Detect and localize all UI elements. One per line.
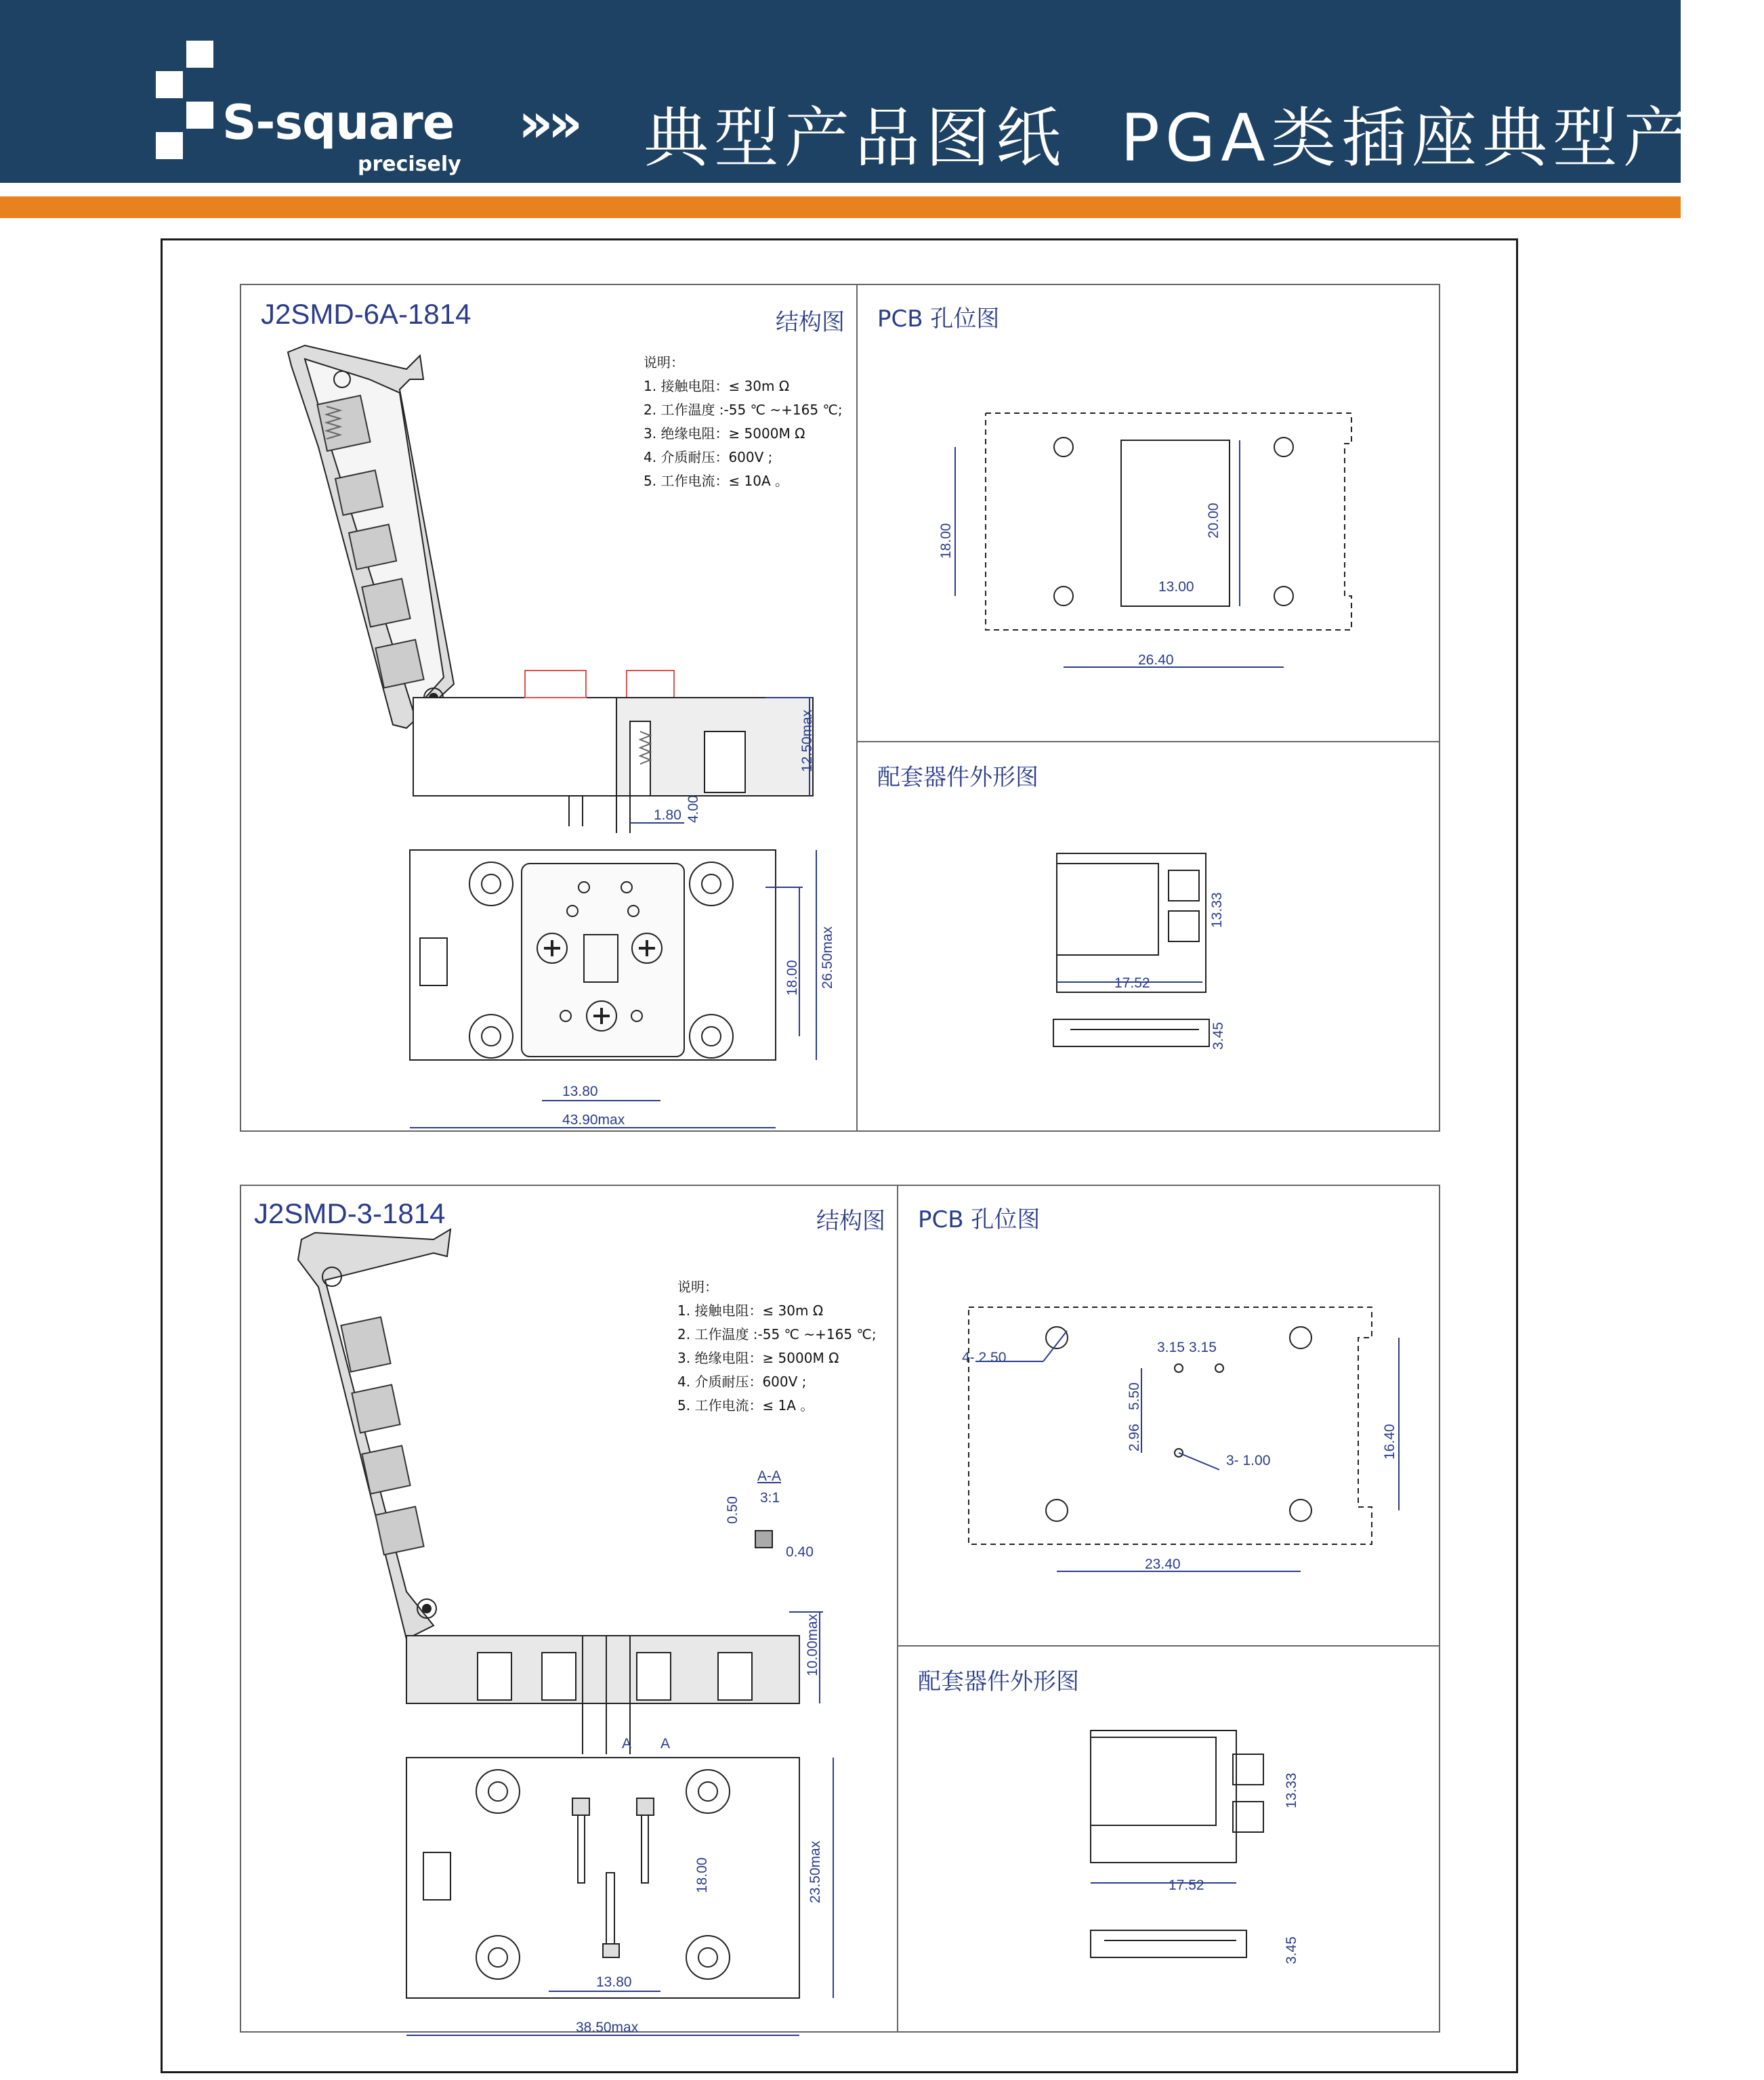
- dim-outer-height: 26.50max: [820, 926, 835, 989]
- section-mark-right: A: [660, 1736, 671, 1752]
- note-line: 3. 绝缘电阻：≥ 5000M Ω: [677, 1350, 839, 1366]
- note-line: 说明：: [644, 354, 684, 370]
- panel-1-side-view: [413, 671, 813, 833]
- panel-2-top-view: [406, 1758, 833, 2035]
- dim-height: 10.00max: [805, 1613, 820, 1676]
- section-mark-left: A: [622, 1736, 632, 1752]
- note-line: 1. 接触电阻：≤ 30m Ω: [677, 1302, 824, 1319]
- product-1-model: J2SMD-6A-1814: [261, 298, 471, 330]
- dim-pcb-hole: 4- 2.50: [962, 1350, 1007, 1365]
- product-2-accessory-label: 配套器件外形图: [918, 1668, 1079, 1695]
- dim-accessory-height: 13.33: [1209, 892, 1225, 928]
- brand-tagline: precisely: [358, 152, 461, 176]
- brand-name: S-square: [222, 95, 455, 150]
- product-1-accessory-label: 配套器件外形图: [877, 764, 1038, 791]
- panel-1-top-view: [410, 850, 816, 1128]
- note-line: 5. 工作电流：≤ 1A 。: [677, 1397, 814, 1414]
- product-1-notes: [644, 351, 843, 493]
- dim-accessory-thickness: 3.45: [1284, 1936, 1299, 1964]
- panel-2-side-view: [406, 1531, 823, 1754]
- note-line: 1. 接触电阻：≤ 30m Ω: [644, 378, 790, 394]
- dim-outer-width: 43.90max: [562, 1112, 625, 1128]
- note-line: 5. 工作电流：≤ 10A 。: [644, 473, 789, 489]
- dim-pcb-v2: 2.96: [1127, 1424, 1142, 1451]
- product-1-pcb-label: PCB 孔位图: [877, 305, 1000, 333]
- product-1-structure-label: 结构图: [776, 309, 845, 336]
- product-2-notes: [677, 1275, 877, 1418]
- section-width: 0.40: [786, 1544, 814, 1560]
- dim-accessory-width: 17.52: [1114, 975, 1150, 991]
- note-line: 2. 工作温度 :-55 ℃ ~+165 ℃;: [644, 402, 843, 418]
- title-main: 典型产品图纸: [644, 100, 1066, 176]
- panel-1-lid-drawing: [288, 345, 454, 728]
- dim-pcb-small: 3- 1.00: [1226, 1453, 1271, 1468]
- section-height: 0.50: [725, 1496, 740, 1524]
- dim-pcb-height: 18.00: [938, 523, 954, 559]
- dim-accessory-thickness: 3.45: [1211, 1022, 1226, 1050]
- note-line: 4. 介质耐压：600V ;: [644, 449, 773, 465]
- dim-accessory-height: 13.33: [1284, 1773, 1299, 1808]
- dim-inner-height: 18.00: [784, 960, 800, 996]
- panel-1-pcb-view: [955, 413, 1351, 667]
- dim-pcb-v1: 5.50: [1127, 1382, 1142, 1410]
- note-line: 2. 工作温度 :-55 ℃ ~+165 ℃;: [677, 1326, 877, 1342]
- dim-pin-pitch: 1.80: [654, 807, 681, 823]
- dim-pcb-pad-width: 13.00: [1158, 579, 1194, 595]
- dim-pin-length: 4.00: [686, 795, 701, 823]
- dim-pcb-pitch-a: 3.15: [1157, 1340, 1185, 1355]
- dim-pcb-width: 26.40: [1138, 652, 1174, 668]
- chevron-icon: »»: [518, 91, 578, 154]
- dim-pcb-height: 16.40: [1382, 1424, 1398, 1460]
- note-line: 3. 绝缘电阻：≥ 5000M Ω: [644, 425, 805, 442]
- dim-outer-height: 23.50max: [807, 1840, 823, 1903]
- dim-pcb-pad-height: 20.00: [1206, 503, 1221, 538]
- note-line: 说明：: [677, 1279, 718, 1295]
- panel-1-accessory-view: [1053, 853, 1209, 1046]
- dim-pcb-pitch-b: 3.15: [1189, 1340, 1217, 1355]
- product-2-model: J2SMD-3-1814: [254, 1197, 446, 1229]
- note-line: 4. 介质耐压：600V ;: [677, 1374, 807, 1390]
- title-sub: PGA类插座典型产品: [1120, 100, 1764, 176]
- section-scale: 3:1: [760, 1490, 780, 1506]
- product-2-structure-label: 结构图: [816, 1208, 885, 1235]
- dim-accessory-width: 17.52: [1169, 1877, 1204, 1893]
- dim-inner-width: 13.80: [596, 1974, 632, 1990]
- dim-outer-width: 38.50max: [576, 2020, 639, 2035]
- dim-inner-width: 13.80: [562, 1084, 598, 1099]
- dim-height: 12.50max: [799, 709, 815, 772]
- dim-inner-height: 18.00: [694, 1857, 710, 1893]
- dim-pcb-width: 23.40: [1145, 1556, 1181, 1572]
- panel-2-accessory-view: [1091, 1731, 1263, 1957]
- product-2-pcb-label: PCB 孔位图: [918, 1206, 1041, 1233]
- section-title: A-A: [757, 1468, 782, 1484]
- panel-2-lid-drawing: [298, 1229, 450, 1639]
